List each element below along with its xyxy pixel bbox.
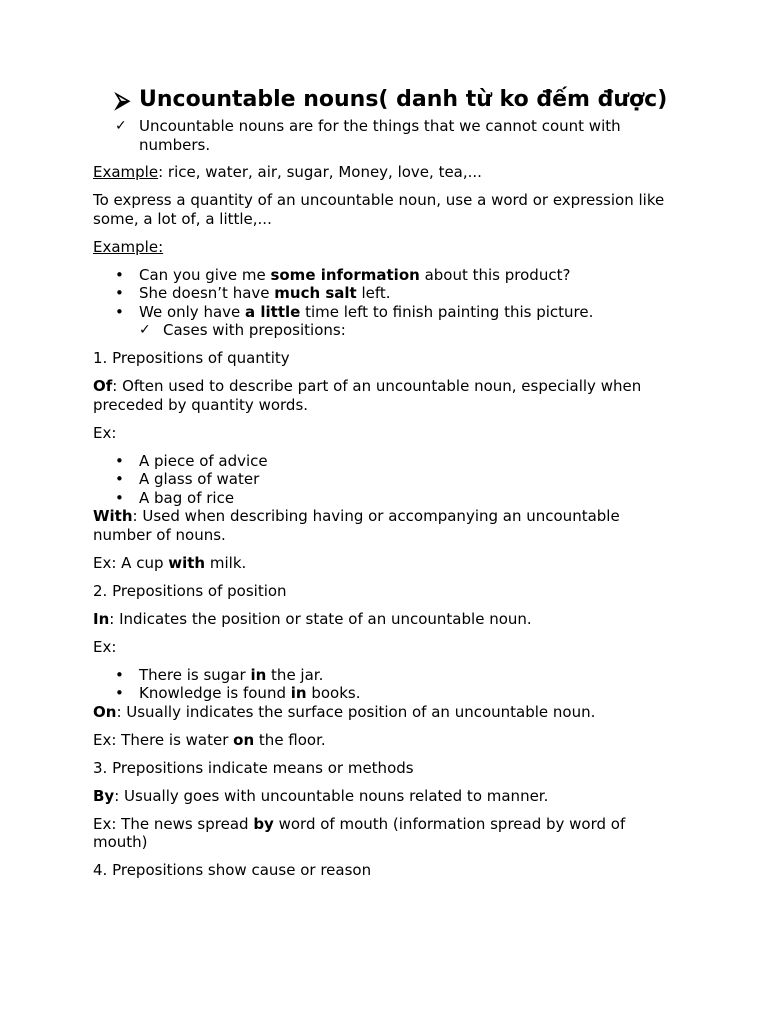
heading-text: Uncountable nouns( danh từ ko đếm được) bbox=[139, 87, 668, 112]
item-bold: much salt bbox=[274, 284, 357, 302]
list-item bbox=[115, 303, 678, 322]
position-list bbox=[115, 666, 678, 703]
checkmark-icon: ✓ bbox=[115, 118, 127, 134]
list-item: • A piece of advice bbox=[115, 452, 678, 471]
with-text: : Used when describing having or accompanying an uncountable number of nouns. bbox=[93, 507, 620, 544]
example-line-2 bbox=[93, 238, 678, 257]
list-item bbox=[115, 684, 678, 703]
item-bold: some information bbox=[270, 265, 420, 284]
by-paragraph bbox=[93, 787, 678, 806]
example-line-1 bbox=[93, 163, 678, 182]
in-paragraph bbox=[93, 610, 678, 629]
ex-bold: on bbox=[233, 730, 255, 749]
quantity-list bbox=[115, 452, 678, 508]
with-example bbox=[93, 554, 678, 573]
list-item: • A glass of water bbox=[115, 470, 678, 489]
section-1-title: 1. Prepositions of quantity bbox=[93, 349, 290, 367]
ex-text: milk. bbox=[205, 553, 247, 572]
ex-bold: by bbox=[253, 814, 274, 833]
cases-text: Cases with prepositions: bbox=[163, 321, 346, 339]
example-label: Example bbox=[93, 163, 159, 181]
with-word: With bbox=[93, 507, 133, 525]
arrow-bullet-icon: ⮚ bbox=[115, 88, 130, 112]
section-2-title: 2. Prepositions of position bbox=[93, 581, 287, 600]
of-paragraph bbox=[93, 377, 678, 414]
section-3-title: 3. Prepositions indicate means or methods bbox=[93, 758, 414, 777]
cases-item bbox=[139, 321, 678, 340]
by-example bbox=[93, 815, 678, 852]
on-paragraph bbox=[93, 703, 678, 722]
section-heading bbox=[115, 86, 678, 114]
section-4-title: 4. Prepositions show cause or reason bbox=[93, 861, 372, 879]
list-item bbox=[115, 284, 678, 303]
item-text: left. bbox=[356, 284, 391, 302]
ex-text: word of mouth (information spread by word of mouth) bbox=[93, 814, 626, 851]
list-item bbox=[115, 266, 678, 285]
item-text: Can you give me bbox=[139, 265, 271, 284]
by-word: By bbox=[93, 786, 115, 805]
item-text: the jar. bbox=[266, 665, 324, 684]
item-bold: in bbox=[290, 684, 307, 702]
ex-text: the floor. bbox=[254, 730, 326, 749]
in-word: In bbox=[93, 609, 110, 628]
on-word: On bbox=[93, 702, 117, 721]
ex-label: Ex: bbox=[93, 423, 117, 442]
checkmark-icon: ✓ bbox=[139, 322, 151, 338]
intro-item bbox=[115, 117, 678, 154]
item-text: She doesn’t have bbox=[139, 284, 275, 302]
item-text: time left to finish painting this picture. bbox=[300, 302, 594, 321]
ex-text: Ex: The news spread bbox=[93, 814, 254, 833]
ex-label: Ex: bbox=[93, 637, 117, 656]
document-content bbox=[93, 86, 678, 880]
list-item bbox=[115, 666, 678, 685]
list-item: • A bag of rice bbox=[115, 489, 678, 508]
item-text: Knowledge is found bbox=[139, 684, 291, 702]
on-example bbox=[93, 731, 678, 750]
ex-bold: with bbox=[168, 553, 206, 572]
item-bold: in bbox=[250, 665, 267, 684]
of-text: : Often used to describe part of an uncountable noun, especially when preceded by quantity words. bbox=[93, 377, 642, 414]
in-text: : Indicates the position or state of an uncountable noun. bbox=[109, 609, 532, 628]
item-text: There is sugar bbox=[139, 665, 251, 684]
of-word: Of bbox=[93, 377, 113, 395]
item-text: We only have bbox=[139, 302, 246, 321]
ex-text: Ex: A cup bbox=[93, 553, 169, 572]
example-list bbox=[115, 266, 678, 322]
with-paragraph bbox=[93, 507, 678, 544]
item-text: books. bbox=[306, 684, 361, 702]
on-text: : Usually indicates the surface position of an uncountable noun. bbox=[116, 702, 596, 721]
ex-text: Ex: There is water bbox=[93, 730, 234, 749]
example-text: : rice, water, air, sugar, Money, love, tea,... bbox=[158, 163, 482, 181]
item-bold: a little bbox=[245, 302, 301, 321]
item-text: about this product? bbox=[419, 265, 571, 284]
express-paragraph: To express a quantity of an uncountable noun, use a word or expression like some, a lot of, a little,... bbox=[93, 191, 665, 228]
by-text: : Usually goes with uncountable nouns related to manner. bbox=[114, 786, 549, 805]
intro-text: Uncountable nouns are for the things that we cannot count with numbers. bbox=[139, 117, 621, 154]
example-label-2: Example: bbox=[93, 237, 164, 256]
